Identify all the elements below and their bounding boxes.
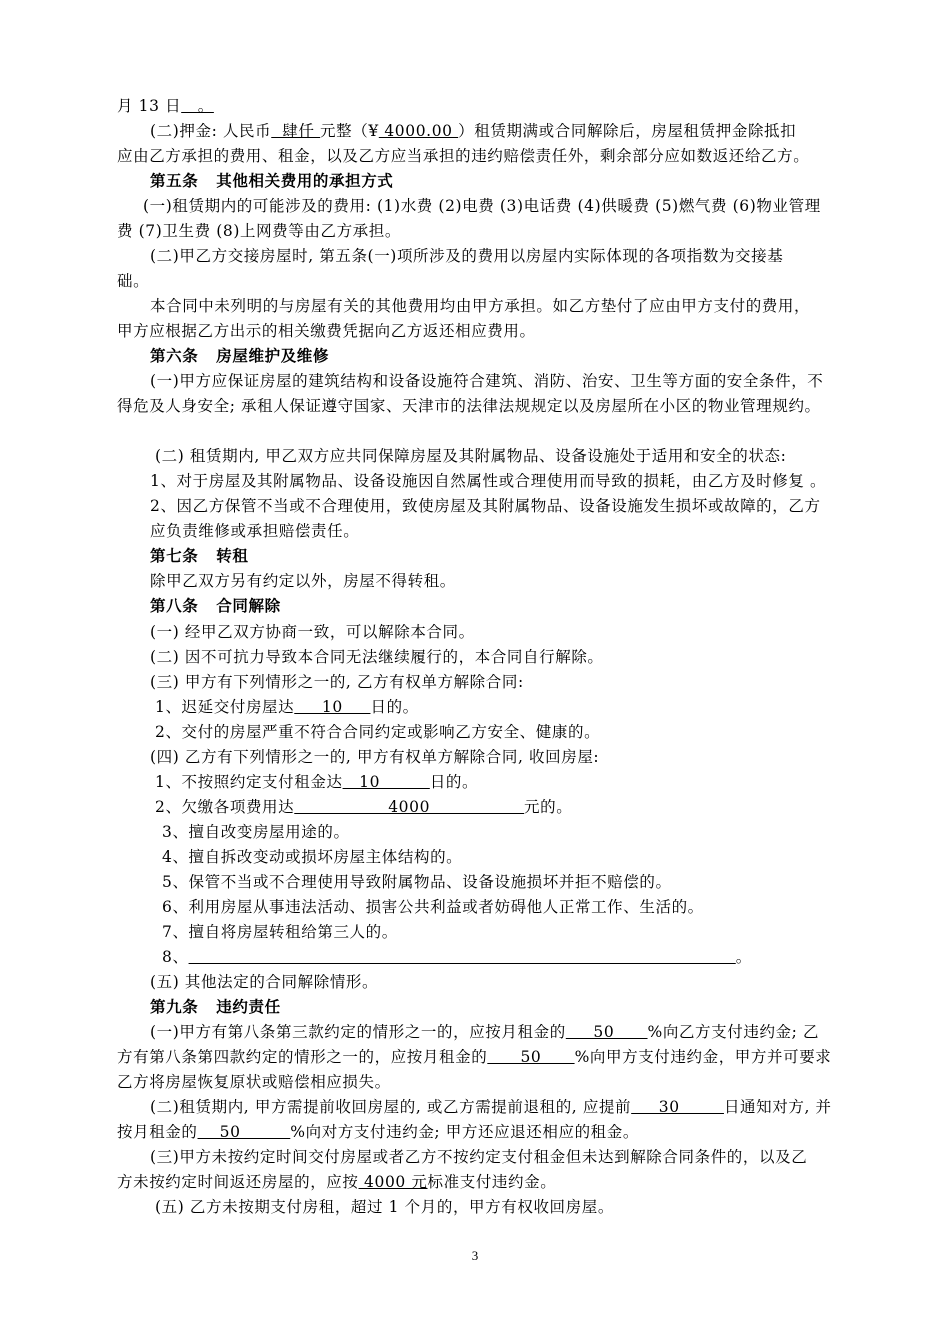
text-line — [0, 496, 950, 516]
text-segment: 方有第八条第四款约定的情形之一的，应按月租金的 — [117, 1048, 488, 1066]
text-line — [0, 1097, 950, 1117]
text-segment: ）租赁期满或合同解除后，房屋租赁押金除抵扣 — [458, 122, 797, 140]
text-line — [0, 747, 950, 767]
text-line — [0, 471, 950, 491]
filled-blank: 。 — [181, 97, 214, 115]
text-segment: 应由乙方承担的费用、租金，以及乙方应当承担的违约赔偿责任外，剩余部分应如数返还给乙方。 — [117, 147, 810, 165]
text-line — [0, 246, 950, 266]
text-line — [0, 521, 950, 541]
text-segment: 5、保管不当或不合理使用导致附属物品、设备设施损坏并拒不赔偿的。 — [162, 873, 672, 891]
text-segment: (一)租赁期内的可能涉及的费用: (1)水费 (2)电费 (3)电话费 (4)供暖费 (5)燃气费 (6)物业管理 — [143, 197, 821, 215]
text-line — [0, 1047, 950, 1067]
text-segment: 元的。 — [524, 798, 573, 816]
text-segment: 2、交付的房屋严重不符合合同约定或影响乙方安全、健康的。 — [155, 723, 601, 741]
text-line — [0, 822, 950, 842]
text-line — [0, 571, 950, 591]
text-segment: %向甲方支付违约金，甲方并可要求 — [574, 1048, 832, 1066]
text-segment: (二) 因不可抗力导致本合同无法继续履行的，本合同自行解除。 — [150, 648, 604, 666]
text-segment: 标准支付违约金。 — [427, 1173, 557, 1191]
text-segment: 第九条 违约责任 — [150, 997, 281, 1016]
section-heading — [0, 171, 950, 191]
text-segment: 甲方应根据乙方出示的相关缴费凭据向乙方返还相应费用。 — [117, 322, 536, 340]
text-line — [0, 146, 950, 166]
filled-blank: 10 — [294, 698, 371, 716]
text-segment: 。 — [735, 948, 752, 966]
text-line — [0, 1172, 950, 1192]
text-line — [0, 1122, 950, 1142]
text-segment: %向对方支付违约金; 甲方还应退还相应的租金。 — [290, 1123, 639, 1141]
section-heading — [0, 596, 950, 616]
filled-blank: 4000 元 — [358, 1173, 428, 1191]
text-line — [0, 121, 950, 141]
text-segment: 应负责维修或承担赔偿责任。 — [150, 522, 360, 540]
text-segment: 础。 — [117, 272, 150, 290]
text-segment: 3、擅自改变房屋用途的。 — [162, 823, 350, 841]
filled-blank — [189, 948, 736, 966]
text-line — [0, 722, 950, 742]
text-segment: (二) 租赁期内, 甲乙双方应共同保障房屋及其附属物品、设备设施处于适用和安全的状态: — [155, 447, 787, 465]
text-segment: (五) 其他法定的合同解除情形。 — [150, 973, 379, 991]
text-line — [0, 922, 950, 942]
text-segment: (三)甲方未按约定时间交付房屋或者乙方不按约定支付租金但未达到解除合同条件的，以及乙 — [150, 1148, 808, 1166]
text-segment: 按月租金的 — [117, 1123, 198, 1141]
text-segment: 月 13 日 — [117, 97, 182, 115]
text-line — [0, 446, 950, 466]
text-segment: 2、因乙方保管不当或不合理使用，致使房屋及其附属物品、设备设施发生损坏或故障的，乙方 — [150, 497, 821, 515]
text-segment: 除甲乙双方另有约定以外，房屋不得转租。 — [150, 572, 456, 590]
text-line — [0, 1072, 950, 1092]
text-segment: 4、擅自拆改变动或损坏房屋主体结构的。 — [162, 848, 463, 866]
text-line — [0, 972, 950, 992]
text-line — [0, 872, 950, 892]
text-segment: 2、欠缴各项费用达 — [155, 798, 295, 816]
text-line — [0, 847, 950, 867]
text-line — [0, 1197, 950, 1217]
text-segment: (二)押金: 人民币 — [150, 122, 272, 140]
text-line — [0, 897, 950, 917]
text-segment: 第六条 房屋维护及维修 — [150, 346, 329, 365]
filled-blank: 肆仟 — [271, 122, 321, 140]
text-segment: (五) 乙方未按期支付房租，超过 1 个月的，甲方有权收回房屋。 — [155, 1198, 614, 1216]
text-line — [0, 221, 950, 241]
text-segment: (一)甲方应保证房屋的建筑结构和设备设施符合建筑、消防、治安、卫生等方面的安全条件，不 — [150, 372, 824, 390]
text-segment: (一)甲方有第八条第三款约定的情形之一的，应按月租金的 — [150, 1023, 566, 1041]
text-line — [0, 1022, 950, 1042]
text-segment: 日的。 — [429, 773, 479, 791]
text-segment: (二)甲乙方交接房屋时, 第五条(一)项所涉及的费用以房屋内实际体现的各项指数为交接基 — [150, 247, 784, 265]
text-segment: (四) 乙方有下列情形之一的, 甲方有权单方解除合同, 收回房屋: — [150, 748, 600, 766]
text-line — [0, 196, 950, 216]
text-segment: 1、不按照约定支付租金达 — [155, 773, 343, 791]
text-segment: 得危及人身安全; 承租人保证遵守国家、天津市的法律法规规定以及房屋所在小区的物业管理规约。 — [117, 397, 821, 415]
text-line — [0, 271, 950, 291]
text-segment: (二)租赁期内, 甲方需提前收回房屋的, 或乙方需提前退租的, 应提前 — [150, 1098, 632, 1116]
section-heading — [0, 997, 950, 1017]
text-segment: 日的。 — [370, 698, 419, 716]
text-segment: 7、擅自将房屋转租给第三人的。 — [162, 923, 398, 941]
section-heading — [0, 546, 950, 566]
text-segment: 6、利用房屋从事违法活动、损害公共利益或者妨碍他人正常工作、生活的。 — [162, 898, 704, 916]
text-segment: 8、 — [162, 948, 189, 966]
text-segment: 乙方将房屋恢复原状或赔偿相应损失。 — [117, 1073, 391, 1091]
text-line — [0, 697, 950, 717]
section-heading — [0, 346, 950, 366]
text-line — [0, 797, 950, 817]
filled-blank: 10 — [342, 773, 430, 791]
text-segment: 本合同中未列明的与房屋有关的其他费用均由甲方承担。如乙方垫付了应由甲方支付的费用， — [150, 297, 811, 315]
filled-blank: 4000.00 — [378, 122, 459, 140]
text-line — [0, 1147, 950, 1167]
text-segment: 日通知对方, 并 — [723, 1098, 832, 1116]
text-line — [0, 296, 950, 316]
text-segment: 费 (7)卫生费 (8)上网费等由乙方承担。 — [117, 222, 401, 240]
page-number: 3 — [471, 1248, 479, 1263]
text-line — [0, 672, 950, 692]
text-segment: 1、对于房屋及其附属物品、设备设施因自然属性或合理使用而导致的损耗，由乙方及时修复 。 — [150, 472, 827, 490]
text-segment: %向乙方支付违约金; 乙 — [647, 1023, 820, 1041]
text-line — [0, 622, 950, 642]
text-segment: 元整（¥ — [320, 122, 379, 140]
text-line — [0, 947, 950, 967]
filled-blank: 30 — [631, 1098, 724, 1116]
filled-blank: 50 — [197, 1123, 291, 1141]
text-segment: 第七条 转租 — [150, 546, 249, 565]
text-segment: 第八条 合同解除 — [150, 596, 281, 615]
text-line — [0, 396, 950, 416]
text-segment: (三) 甲方有下列情形之一的, 乙方有权单方解除合同: — [150, 673, 524, 691]
text-segment: (一) 经甲乙双方协商一致，可以解除本合同。 — [150, 623, 475, 641]
text-line — [0, 96, 950, 116]
text-segment: 方未按约定时间返还房屋的，应按 — [117, 1173, 359, 1191]
filled-blank: 50 — [565, 1023, 648, 1041]
filled-blank: 50 — [487, 1048, 575, 1066]
text-line — [0, 371, 950, 391]
text-segment: 1、迟延交付房屋达 — [155, 698, 295, 716]
text-segment: 第五条 其他相关费用的承担方式 — [150, 171, 394, 190]
filled-blank: 4000 — [294, 798, 525, 816]
text-line — [0, 647, 950, 667]
text-line — [0, 321, 950, 341]
text-line — [0, 772, 950, 792]
